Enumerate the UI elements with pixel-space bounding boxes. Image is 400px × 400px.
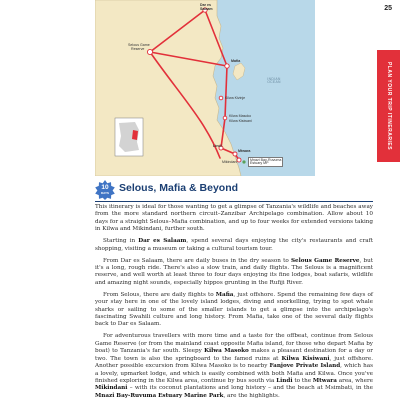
stop-kilwa-masoko — [223, 116, 227, 120]
map-label-mtwara: Mtwara — [238, 149, 251, 153]
map-label-ocean: OCEAN — [267, 80, 281, 85]
text-run: From Dar es Salaam, there are daily buses in the dry season to — [103, 257, 291, 264]
route-map-graphic — [95, 0, 315, 176]
route-map — [95, 0, 315, 176]
days-count: 10 — [101, 184, 109, 192]
map-label-indian-ocean — [259, 78, 289, 85]
place-kilwa-masoko: Kilwa Masoko — [204, 348, 249, 355]
map-label-marine-park — [248, 157, 283, 167]
stop-mtwara — [233, 152, 237, 156]
place-mikindani: Mikindani — [95, 385, 128, 392]
days-badge-text — [95, 180, 115, 200]
days-unit: DAYS — [100, 190, 110, 195]
stop-mikindani — [237, 158, 241, 162]
text-run: Starting in — [103, 238, 139, 245]
map-label-mafia: Mafia — [231, 59, 241, 63]
text-run: , which has a lovely, upmarket lodge, and which is easily combined with both Mafia and Kilwa. Once you've finished exploring in the Kilwa area, continue by bus south via — [95, 363, 373, 384]
stop-selous — [147, 49, 152, 54]
map-label-salaam: Salaam — [200, 7, 213, 11]
map-label-dar-es: Dar es — [200, 3, 211, 7]
map-label-mikindani: Mikindani — [222, 160, 238, 164]
paragraph-dar-es-salaam — [95, 238, 373, 253]
map-label-indian: INDIAN — [267, 77, 281, 81]
text-run: For adventurous travellers with more time and a taste for the offbeat, continue from Selous Game Reserve (or from the mainland coast opposite Mafia island, for those who depart Mafia by boat) to Tanzania's far south. Sleepy — [95, 333, 373, 355]
text-run: , just offshore. Spend the remaining few days of your stay here in one of the lovely island lodges, diving and snorkelling, trying to spot whale sharks or sailing to some of the smaller islands to get a glimpse into the archipelago's fascinating Swahili culture and long history. From Mafia, take one of the several daily flights back to Dar es Salaam. — [95, 291, 373, 328]
stop-kilwa-kivinje — [219, 96, 223, 100]
title-divider — [95, 201, 373, 202]
place-mnazi-bay-ruvuma: Mnazi Bay-Ruvuma Estuary Marine Park — [95, 392, 224, 399]
text-run: area, where — [336, 377, 373, 384]
page-number: 25 — [384, 5, 392, 12]
place-mtwara: Mtwara — [312, 377, 337, 384]
text-run: , spend several days enjoying the city's restaurants and craft shopping, visiting a museum or taking a cultural tourism tour. — [95, 238, 374, 252]
paragraph-intro: This itinerary is ideal for those wanting to get a glimpse of Tanzania's wildlife and beaches away from the more standard northern circuit–Zanzibar Archipelago combination. Allow about 10 days for a straight Selous–Mafia combination, and up to four weeks for extended versions taking in Kilwa and Mikindani, further south. — [95, 204, 373, 233]
map-label-reserve: Reserve — [131, 47, 145, 51]
place-dar-es-salaam: Dar es Salaam — [138, 238, 187, 245]
map-label-marine-park-line1: Mnazi Bay-Ruvuma — [250, 157, 282, 162]
inset-map-highlight — [132, 130, 138, 140]
text-run: , but it's a long, rough ride. There's also a slow train, and daily flights. The Selous is a magnificent reserve, and well worth at least three to four days enjoying its fine lodges, boat safaris, wildlife and amazing night sounds, especially hippos grunting in the Rufiji River. — [95, 257, 373, 286]
place-mafia: Mafia — [215, 291, 234, 298]
itinerary-header — [95, 180, 371, 200]
paragraph-selous — [95, 258, 373, 288]
stop-mafia — [225, 64, 229, 68]
itinerary-body — [95, 204, 373, 400]
text-run: – with its coconut plantations and long history – and the beach at Msimbati, in the — [127, 385, 373, 392]
map-label-kilwa-kisiwani: Kilwa Kisiwani — [229, 119, 252, 123]
text-run: From Selous, there are daily flights to — [103, 291, 216, 298]
map-label-kilwa-masoko: Kilwa Masoko — [229, 114, 252, 118]
paragraph-far-south — [95, 333, 373, 400]
place-fanjove-private-island: Fanjove Private Island — [269, 363, 341, 370]
section-side-tab — [377, 50, 400, 162]
text-run: , just offshore. Another possible excursion from Kilwa Masoko is to nearby — [95, 355, 374, 370]
text-run: to the — [292, 377, 313, 384]
map-label-marine-park-line2: Estuary MP — [250, 161, 269, 166]
days-badge — [95, 180, 115, 200]
map-label-kilwa-kivinje: Kilwa Kivinje — [225, 96, 246, 100]
marine-park-marker — [242, 160, 245, 163]
place-selous-game-reserve: Selous Game Reserve — [290, 257, 360, 264]
section-side-tab-label: PLAN YOUR TRIP ITINERARIES — [385, 61, 392, 151]
text-run: makes a pleasant destination for a day or two. The town is also the springboard to the famed ruins at — [95, 348, 374, 362]
place-lindi: Lindi — [276, 377, 293, 384]
map-label-lindi: Lindi — [213, 144, 222, 148]
map-label-selous-game: Selous Game — [128, 43, 150, 47]
paragraph-mafia — [95, 292, 373, 329]
itinerary-title: Selous, Mafia & Beyond — [119, 182, 239, 194]
place-kilwa-kisiwani: Kilwa Kisiwani — [281, 355, 330, 362]
text-run: , are the highlights. — [223, 392, 280, 399]
